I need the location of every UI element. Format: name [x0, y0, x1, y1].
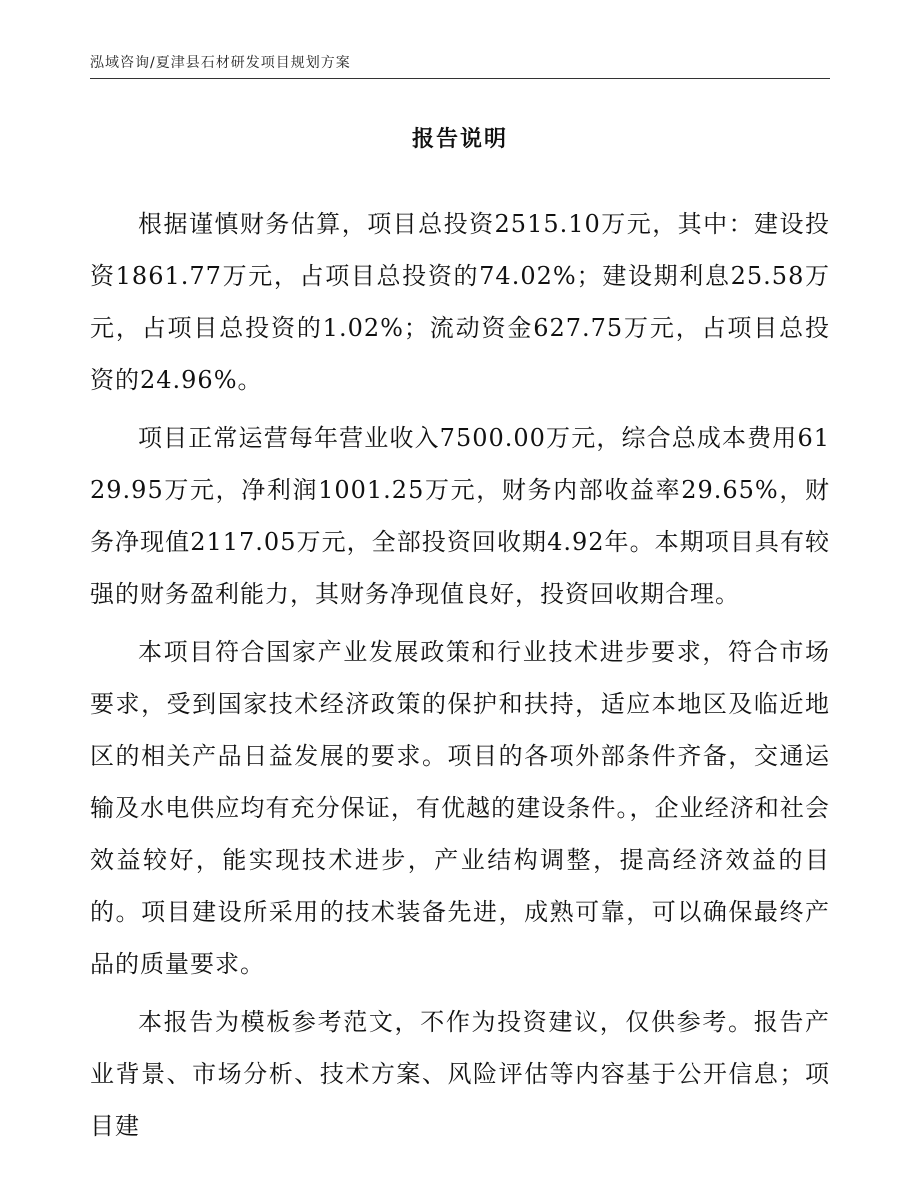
page-title: 报告说明	[411, 127, 508, 152]
paragraph-project-feasibility: 本项目符合国家产业发展政策和行业技术进步要求，符合市场要求，受到国家技术经济政策的保护和扶持，适应本地区及临近地区的相关产品日益发展的要求。项目的各项外部条件齐备，交通运输及水电供应均有充分保证，有优越的建设条件。，企业经济和社会效益较好，能实现技术进步，产业结构调整，提高经济效益的目的。项目建设所采用的技术装备先进，成熟可靠，可以确保最终产品的质量要求。	[90, 638, 830, 978]
paragraph-disclaimer: 本报告为模板参考范文，不作为投资建议，仅供参考。报告产业背景、市场分析、技术方案、风险评估等内容基于公开信息；项目建	[90, 1008, 830, 1140]
paragraph-financial-returns: 项目正常运营每年营业收入7500.00万元，综合总成本费用6129.95万元，净利润1001.25万元，财务内部收益率29.65%，财务净现值2117.05万元，全部投资回收期4.92年。本期项目具有较强的财务盈利能力，其财务净现值良好，投资回收期合理。	[90, 424, 830, 608]
header-divider	[90, 78, 830, 79]
running-header: 泓域咨询/夏津县石材研发项目规划方案	[90, 55, 351, 71]
document-body	[90, 198, 830, 1158]
paragraph-investment-estimate: 根据谨慎财务估算，项目总投资2515.10万元，其中：建设投资1861.77万元，占项目总投资的74.02%；建设期利息25.58万元，占项目总投资的1.02%；流动资金627.75万元，占项目总投资的24.96%。	[90, 210, 830, 394]
